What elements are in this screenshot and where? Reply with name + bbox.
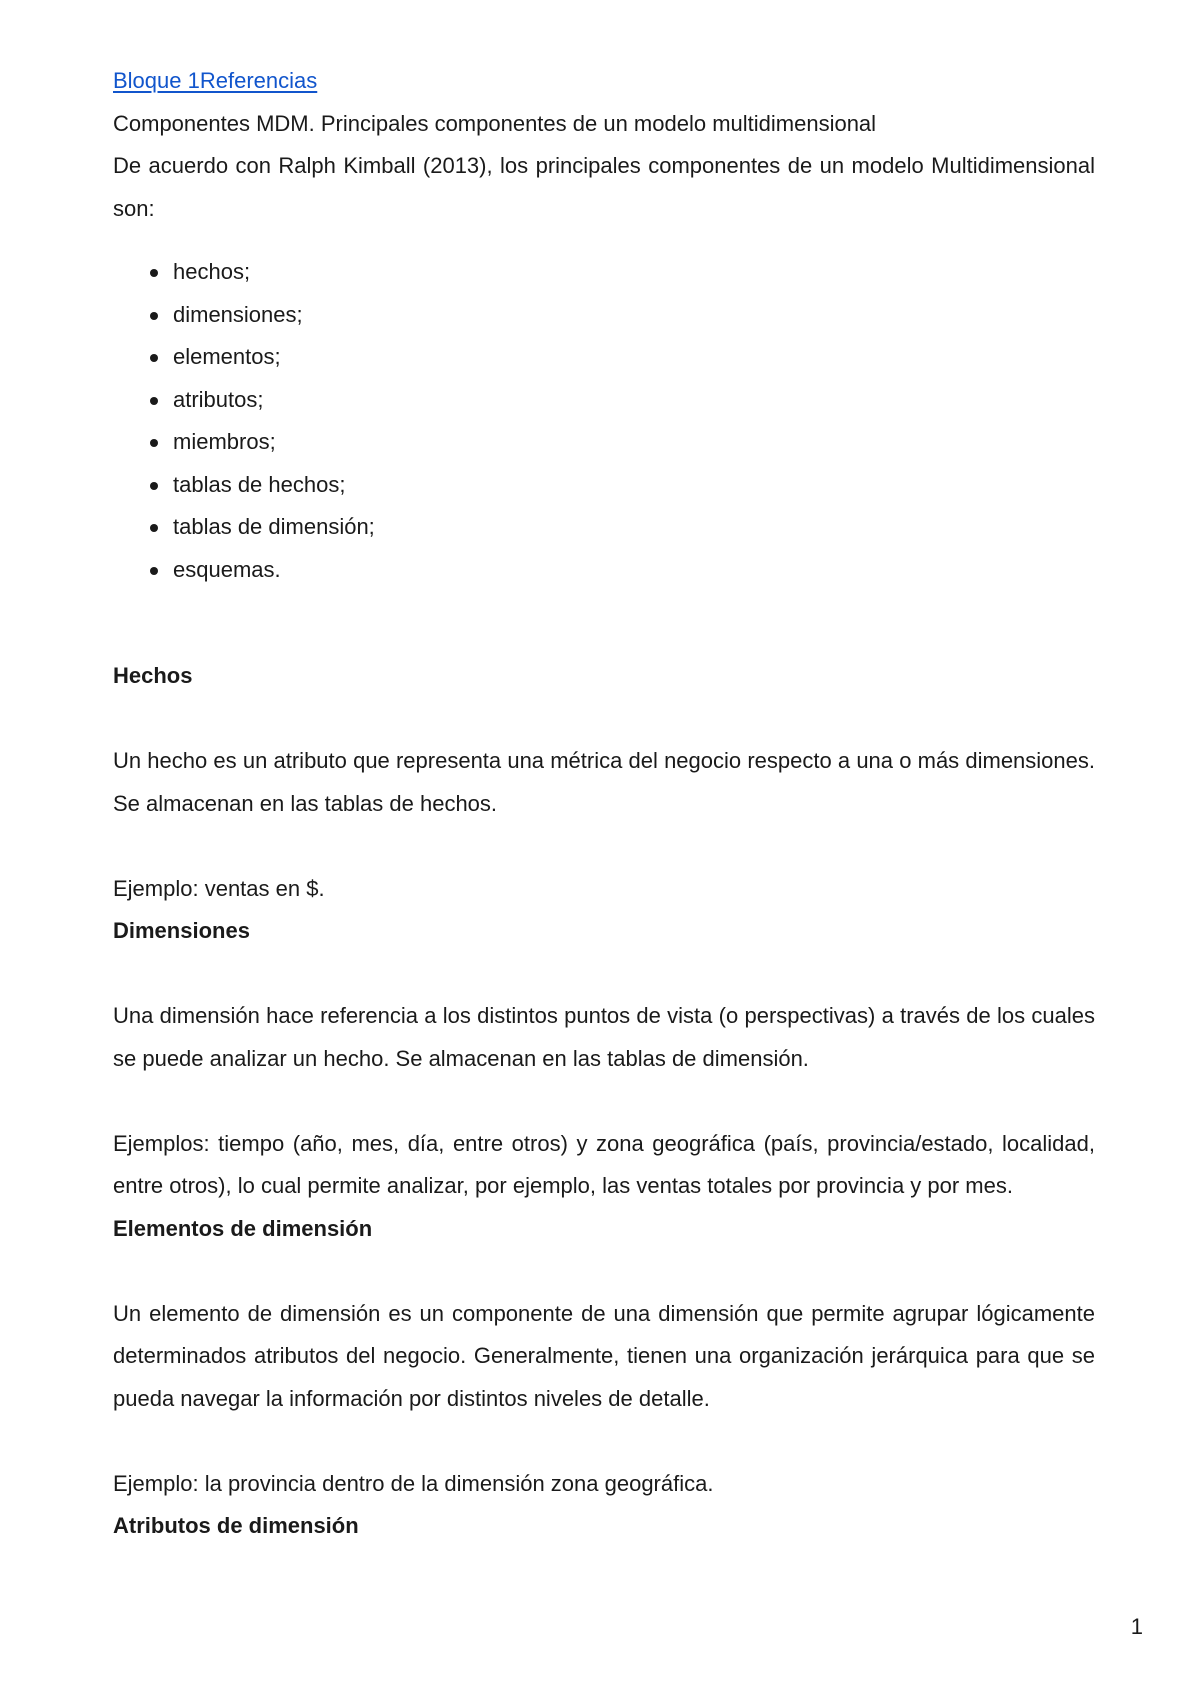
list-item: miembros;: [113, 421, 1095, 464]
spacer: [113, 1080, 1095, 1123]
page-number: 1: [1130, 1614, 1143, 1639]
section-heading-hechos: Hechos: [113, 663, 193, 688]
list-item: tablas de hechos;: [113, 464, 1095, 507]
bloque-referencias-link[interactable]: Bloque 1Referencias: [113, 68, 318, 93]
section-heading-elementos: Elementos de dimensión: [113, 1215, 373, 1241]
section-body-dimensiones: Una dimensión hace referencia a los distintos puntos de vista (o perspectivas) a través de los cuales se puede analizar un hecho. Se almacenan en las tablas de dimensión.: [113, 1003, 1095, 1071]
bullet-icon: [150, 397, 158, 405]
bullet-icon: [150, 439, 158, 447]
header-line: [113, 60, 1095, 103]
bullet-icon: [150, 482, 158, 490]
section-body-hechos: Un hecho es un atributo que representa una métrica del negocio respecto a una o más dimensiones. Se almacenan en las tablas de hechos.: [113, 748, 1095, 816]
spacer: [113, 953, 1095, 996]
components-list: [113, 251, 1095, 591]
spacer: [113, 591, 1095, 655]
list-item: dimensiones;: [113, 294, 1095, 337]
bullet-icon: [150, 269, 158, 277]
section-example-dimensiones: Ejemplos: tiempo (año, mes, día, entre otros) y zona geográfica (país, provincia/estado, localidad, entre otros), lo cual permite analizar, por ejemplo, las ventas totales por provincia y por mes.: [113, 1130, 1095, 1198]
bullet-icon: [150, 524, 158, 532]
intro-title: Componentes MDM. Principales componentes de un modelo multidimensional: [113, 110, 877, 136]
bullet-icon: [150, 567, 158, 575]
section-heading-dimensiones: Dimensiones: [113, 918, 250, 943]
list-item: hechos;: [113, 251, 1095, 294]
list-item: tablas de dimensión;: [113, 506, 1095, 549]
spacer: [113, 825, 1095, 868]
spacer: [113, 1250, 1095, 1293]
spacer: [113, 1420, 1095, 1463]
section-heading-atributos: Atributos de dimensión: [113, 1513, 359, 1538]
intro-paragraph: De acuerdo con Ralph Kimball (2013), los principales componentes de un modelo Multidimensional son:: [113, 153, 1095, 221]
section-example-hechos: Ejemplo: ventas en $.: [113, 875, 325, 901]
bullet-icon: [150, 354, 158, 362]
list-item: elementos;: [113, 336, 1095, 379]
list-item: atributos;: [113, 379, 1095, 422]
list-item: esquemas.: [113, 549, 1095, 592]
section-example-elementos: Ejemplo: la provincia dentro de la dimensión zona geográfica.: [113, 1470, 714, 1496]
document-body: [113, 60, 1095, 1548]
spacer: [113, 698, 1095, 741]
section-body-elementos: Un elemento de dimensión es un componente de una dimensión que permite agrupar lógicamente determinados atributos del negocio. Generalmente, tienen una organización jerárquica para que se pueda navegar la información por distintos niveles de detalle.: [113, 1300, 1095, 1411]
bullet-icon: [150, 312, 158, 320]
